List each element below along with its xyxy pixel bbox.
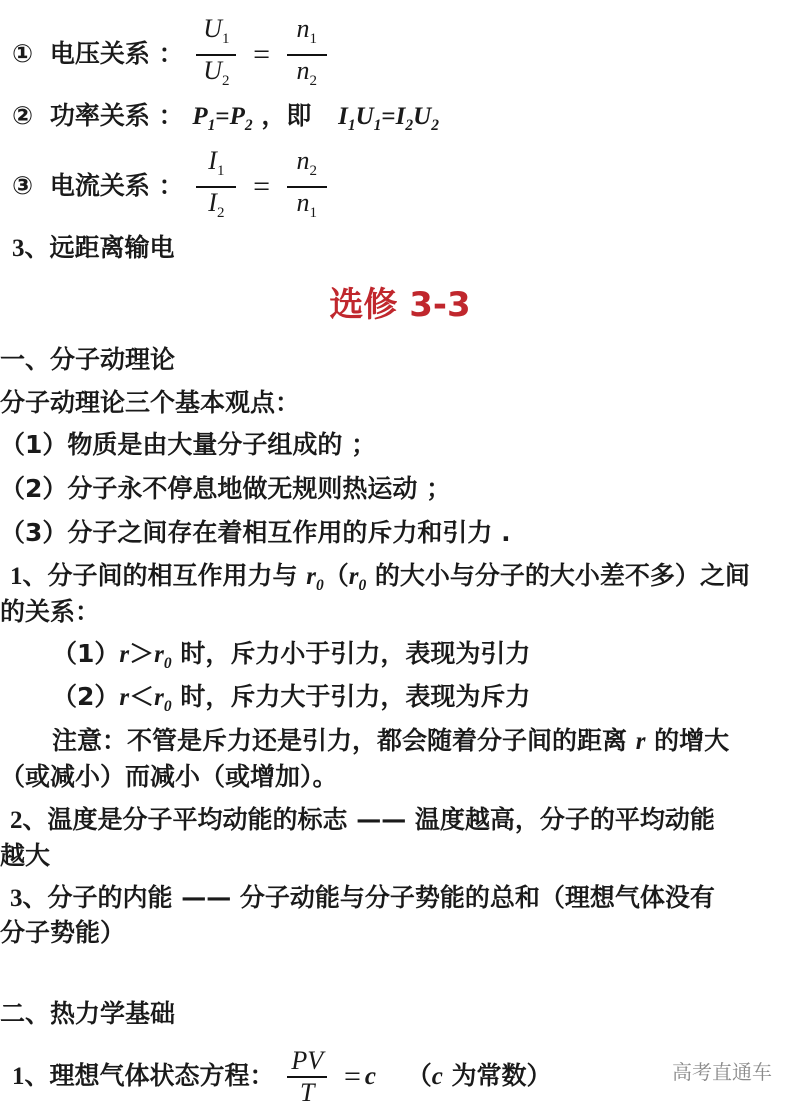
fraction-rhs: $\frac{n_1}{n_2}$ xyxy=(287,14,327,96)
case-1: $(1)r>r_0$ 时，斥力小于引力，表现为引力 xyxy=(52,639,531,672)
fraction-lhs: $\frac{U_1}{U_2}$ xyxy=(196,14,236,96)
marker: ③ xyxy=(12,170,34,200)
long-distance-transmission: 3、远距离输电 xyxy=(12,233,175,262)
internal-energy: 3、分子的内能 —— 分子动能与分子势能的总和（理想气体没有 xyxy=(10,883,715,912)
temperature-cont: 越大 xyxy=(0,841,51,870)
point-1: （1）物质是由大量分子组成的 ； xyxy=(0,430,377,459)
note-cont: （或减小）而减小（或增加）。 xyxy=(0,762,338,791)
ideal-gas-equation: 1、理想气体状态方程： $\frac{PV}{T}$ = c （c 为常数） xyxy=(12,1046,552,1107)
fraction-lhs: $\frac{I_1}{I_2}$ xyxy=(196,146,236,228)
note: 注意：不管是斥力还是引力，都会随着分子间的距离 r 的增大 xyxy=(52,726,730,755)
temperature: 2、温度是分子平均动能的标志 —— 温度越高，分子的平均动能 xyxy=(10,805,715,834)
equals: = xyxy=(253,37,270,71)
part1-heading: 一、分子动理论 xyxy=(0,345,176,374)
label: 电压关系 xyxy=(49,38,150,68)
mid-text: ，即 xyxy=(261,101,312,130)
marker: ② xyxy=(12,101,34,130)
watermark: 高考直通车 xyxy=(672,1060,772,1084)
internal-energy-cont: 分子势能） xyxy=(0,918,126,947)
part2-heading: 二、热力学基础 xyxy=(0,999,176,1028)
section-title: 选修 3-3 xyxy=(329,285,471,325)
label: 功率关系 xyxy=(49,101,150,130)
force-relation-cont: 的关系： xyxy=(0,597,101,626)
case-2: $(2)r<r_0$ 时，斥力大于引力，表现为斥力 xyxy=(52,682,531,715)
fraction-pv-t: $\frac{PV}{T}$ xyxy=(287,1046,327,1108)
equals: = xyxy=(253,169,270,203)
current-relation xyxy=(12,146,331,228)
point-2: （2）分子永不停息地做无规则热运动 ； xyxy=(0,474,452,503)
force-relation: 1、分子间的相互作用力与 $r_0(r_0$ 的大小与分子的大小差不多）之间 xyxy=(10,561,750,594)
label: 电流关系 xyxy=(49,170,150,200)
marker: ① xyxy=(12,38,34,68)
power-relation: ② 功率关系 ： $P_1=P_2$ ，即 $I_1U_1=I_2U_2$ xyxy=(12,101,439,134)
fraction-rhs: $\frac{n_2}{n_1}$ xyxy=(287,146,327,228)
voltage-relation xyxy=(12,14,331,96)
colon: ： xyxy=(158,101,184,130)
point-3: （3）分子之间存在着相互作用的斥力和引力 . xyxy=(0,518,511,547)
part1-intro: 分子动理论三个基本观点： xyxy=(0,388,301,417)
colon: ： xyxy=(158,170,184,200)
colon: ： xyxy=(158,38,184,68)
